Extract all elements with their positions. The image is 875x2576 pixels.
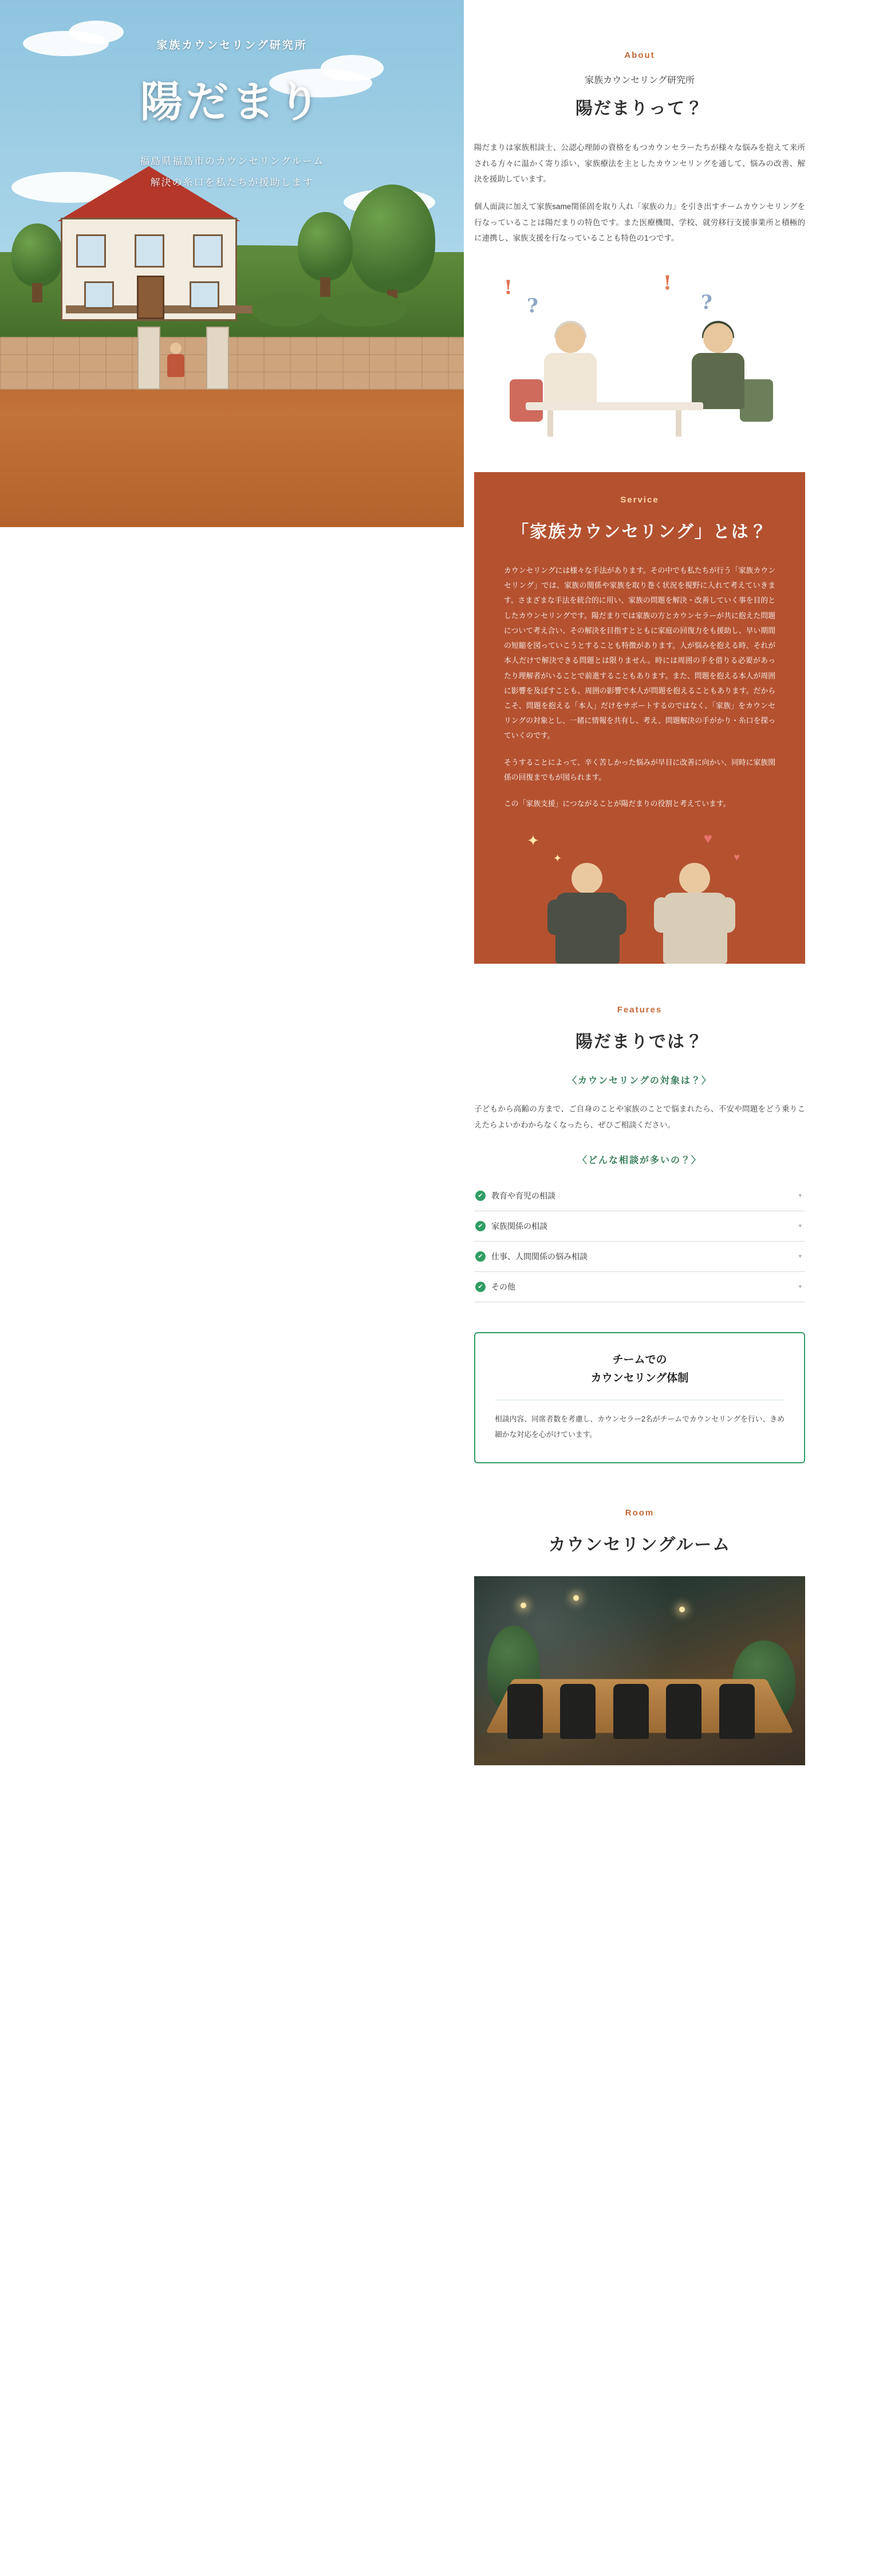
question-mark-icon: ? <box>701 291 712 315</box>
target-text: 子どもから高齢の方まで、ご自身のことや家族のことで悩まれたら、不安や問題をどう乗りこえたらよいかわからなくなったら、ぜひご相談ください。 <box>474 1105 805 1129</box>
door-icon <box>137 276 164 319</box>
accordion-item-education[interactable] <box>474 1181 805 1211</box>
service-paragraph: そうすることによって、辛く苦しかった悩みが早目に改善に向かい、同時に家族関係の回復までもが図られます。 <box>504 757 775 782</box>
person-arm <box>654 897 669 933</box>
team-title-line2: カウンセリング体制 <box>590 1371 689 1384</box>
window-icon <box>76 234 106 268</box>
person-head <box>571 863 602 894</box>
features-title: 陽だまりでは？ <box>576 1032 704 1053</box>
faq-accordion <box>474 1181 805 1302</box>
tree-icon <box>349 184 435 293</box>
about-supertitle: 家族カウンセリング研究所 <box>585 76 695 85</box>
section-room <box>474 1463 805 1765</box>
consult-heading: 〈どんな相談が多いの？〉 <box>577 1155 701 1165</box>
section-service <box>474 472 805 964</box>
check-icon: ✔ <box>475 1221 486 1231</box>
accordion-item-work[interactable] <box>474 1242 805 1272</box>
person-body <box>663 893 727 964</box>
team-title-line1: チームでの <box>612 1353 667 1366</box>
person-body <box>692 353 744 409</box>
about-paragraph: 陽だまりは家族相談士、公認心理師の資格をもつカウンセラーたちが様々な悩みを抱えて来所される方々に温かく寄り添い、家族療法を主としたカウンセリングを通して、悩みの改善、解決を援助しています。 <box>474 143 805 184</box>
accordion-label: 家族関係の相談 <box>491 1221 547 1231</box>
person-body <box>555 893 620 964</box>
window-icon <box>190 281 219 309</box>
tree-icon <box>298 212 353 281</box>
light-icon <box>521 1603 526 1608</box>
exclamation-icon: ! <box>504 276 513 300</box>
accordion-label: 教育や育児の相談 <box>491 1191 555 1200</box>
person-body <box>167 354 184 377</box>
person-head <box>555 323 585 353</box>
person-icon <box>536 323 605 409</box>
person-arm <box>547 900 562 935</box>
person-head <box>679 863 710 894</box>
service-eyebrow: Service <box>620 495 659 505</box>
about-paragraph: 個人面談に加えて家族same関係固を取り入れ「家族の力」を引き出すチームカウンセリングを行なっていることは陽だまりの特色です。また医療機関、学校、就労移行支援事業所と積極的に連携し、家族支援を行なっていることも特色の1つです。 <box>474 202 805 243</box>
check-icon: ✔ <box>475 1282 486 1292</box>
hero-taglines <box>0 153 464 189</box>
person-icon <box>544 855 630 964</box>
window-icon <box>193 234 223 268</box>
chevron-down-icon[interactable]: ▾ <box>798 1192 802 1200</box>
person-arm <box>612 900 626 935</box>
person-head <box>170 343 182 354</box>
light-icon <box>679 1607 685 1612</box>
chevron-down-icon[interactable]: ▾ <box>798 1253 802 1260</box>
section-about <box>474 50 805 438</box>
room-eyebrow: Room <box>625 1507 655 1518</box>
chair-icon <box>560 1684 596 1739</box>
gate-post <box>137 327 160 390</box>
team-title <box>495 1350 785 1388</box>
person-icon <box>166 343 186 384</box>
gate-post <box>206 327 229 390</box>
service-illustration <box>504 826 775 964</box>
check-icon: ✔ <box>475 1191 486 1201</box>
accordion-label: その他 <box>491 1282 515 1291</box>
person-arm <box>720 897 735 933</box>
room-photo <box>474 1576 805 1765</box>
person-icon <box>684 323 752 409</box>
window-icon <box>135 234 164 268</box>
about-title: 陽だまりって？ <box>576 99 704 119</box>
heart-icon: ♥ <box>703 830 712 847</box>
bush-icon <box>252 292 321 327</box>
house-body <box>61 218 237 321</box>
conversation-illustration <box>474 272 805 438</box>
heart-icon: ♥ <box>734 851 740 863</box>
accordion-item-family[interactable] <box>474 1211 805 1242</box>
room-title: カウンセリングルーム <box>548 1534 731 1555</box>
person-head <box>703 323 733 353</box>
light-icon <box>573 1595 579 1601</box>
features-eyebrow: Features <box>617 1005 663 1015</box>
hero-tagline: 福島県福島市のカウンセリングルーム <box>139 156 325 167</box>
check-icon: ✔ <box>475 1251 486 1262</box>
chair-icon <box>613 1684 649 1739</box>
chair-icon <box>507 1684 543 1739</box>
person-body <box>544 353 597 409</box>
hero-brand: 家族カウンセリング研究所 <box>156 40 308 52</box>
bush-icon <box>321 292 407 327</box>
chair-icon <box>719 1684 755 1739</box>
service-paragraph: カウンセリングには様々な手法があります。その中でも私たちが行う「家族カウンセリング」では、家族の関係や家族を取り巻く状況を視野に入れて考えていきます。さまざまな手法を統合的に用い、家族の問題を解決・改善していく事を目的としたカウンセリングです。陽だまりでは家族の方とカウンセラーが共に抱えた問題について考え合い、その解決を目指すとともに家庭の回復力をも援助し、早い期間の短縮を図っていこうとすることも特徴があります。人が悩みを抱える時、それが本人だけで解決できる問題とは限りません。時には周囲の手を借りる必要があったり理解者がいることで前進することもあります。また、問題を抱える本人が周囲に影響を及ぼすことも、周囲の影響で本人が問題を抱えることもあります。だからこそ、問題を抱える「本人」だけをサポートするのではなく、「家族」をカウンセリングの対象とし、一緒に情報を共有し、考え、問題解決の手がかり・糸口を探っていくのです。 <box>504 566 775 740</box>
hero-text-block <box>0 37 464 195</box>
chair-icon <box>666 1684 701 1739</box>
section-features <box>474 964 805 1463</box>
exclamation-icon: ! <box>663 272 672 295</box>
accordion-label: 仕事、人間関係の悩み相談 <box>491 1251 588 1261</box>
main-content <box>474 0 805 1765</box>
about-eyebrow: About <box>624 50 655 60</box>
sparkle-icon: ✦ <box>553 853 562 865</box>
team-text: 相談内容、同席者数を考慮し、カウンセラー2名がチームでカウンセリングを行い、きめ細かな対応を心がけています。 <box>495 1415 785 1439</box>
hero-banner <box>0 0 464 527</box>
window-icon <box>84 281 114 309</box>
accordion-item-other[interactable] <box>474 1272 805 1302</box>
question-mark-icon: ? <box>527 294 538 318</box>
hero-title: 陽だまり <box>140 77 324 127</box>
hero-tagline: 解決の糸口を私たちが援助します <box>150 177 314 188</box>
chevron-down-icon[interactable]: ▾ <box>798 1283 802 1291</box>
stone-wall-illustration <box>0 337 464 390</box>
table-illustration <box>526 402 703 410</box>
person-icon <box>652 855 738 964</box>
service-title: 「家族カウンセリング」とは？ <box>511 522 768 543</box>
sparkle-icon: ✦ <box>527 832 539 850</box>
target-heading: 〈カウンセリングの対象は？〉 <box>567 1076 712 1086</box>
service-paragraph: この「家族支援」につながることが陽だまりの役割と考えています。 <box>504 799 731 808</box>
chevron-down-icon[interactable]: ▾ <box>798 1223 802 1230</box>
team-callout <box>474 1332 805 1463</box>
